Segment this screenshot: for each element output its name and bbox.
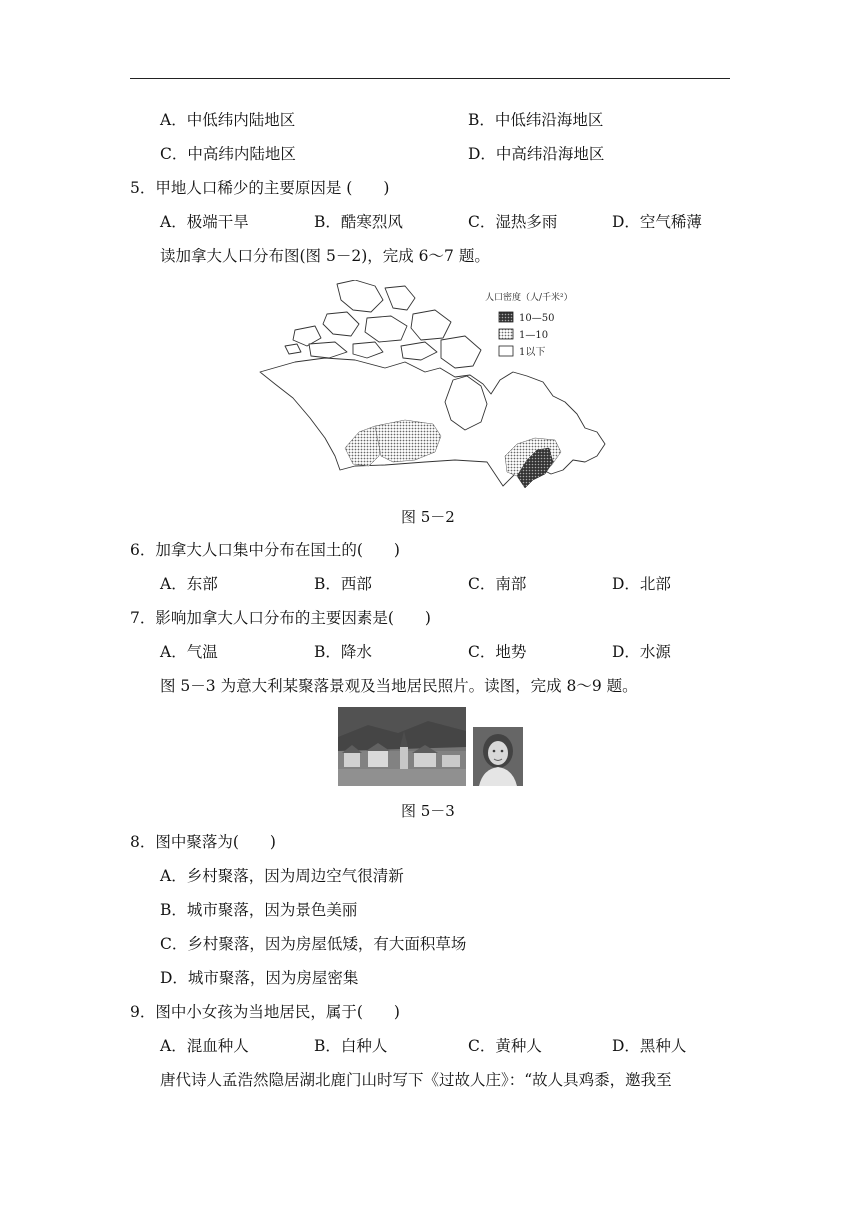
arctic-island xyxy=(323,312,359,336)
legend-label-below-1: 1以下 xyxy=(519,347,546,358)
q6-option-d: D．北部 xyxy=(612,575,671,593)
legend-swatch-1-10 xyxy=(499,329,513,339)
q9-option-c: C．黄种人 xyxy=(468,1037,542,1055)
header-rule xyxy=(130,78,730,79)
arctic-island xyxy=(353,342,383,358)
legend-label-1-10: 1—10 xyxy=(519,330,549,341)
q6-option-a: A．东部 xyxy=(160,575,218,593)
girl-portrait-photo xyxy=(473,727,523,786)
q8-stem: 8．图中聚落为( ) xyxy=(130,833,276,851)
q8-option-c: C．乡村聚落，因为房屋低矮，有大面积草场 xyxy=(160,935,467,953)
map-caption: 图 5－2 xyxy=(401,508,455,526)
baffin-island xyxy=(441,336,481,368)
poem-intro: 唐代诗人孟浩然隐居湖北鹿门山时写下《过故人庄》：“故人具鸡黍，邀我至 xyxy=(160,1071,672,1089)
q4-option-a: A．中低纬内陆地区 xyxy=(160,111,296,129)
arctic-island xyxy=(365,316,407,342)
intro-8-9: 图 5－3 为意大利某聚落景观及当地居民照片。读图，完成 8～9 题。 xyxy=(160,677,638,695)
canada-population-map xyxy=(255,280,615,492)
q9-option-b: B．白种人 xyxy=(314,1037,388,1055)
q4-option-b: B．中低纬沿海地区 xyxy=(468,111,604,129)
q9-option-d: D．黑种人 xyxy=(612,1037,687,1055)
q6-stem: 6．加拿大人口集中分布在国土的( ) xyxy=(130,541,400,559)
arctic-island xyxy=(385,286,415,310)
q7-option-a: A．气温 xyxy=(160,643,218,661)
legend-label-10-50: 10—50 xyxy=(519,313,555,324)
legend-title: 人口密度（人/千米²） xyxy=(485,293,573,303)
q8-option-b: B．城市聚落，因为景色美丽 xyxy=(160,901,358,919)
q6-option-c: C．南部 xyxy=(468,575,527,593)
q7-option-d: D．水源 xyxy=(612,643,671,661)
q5-option-b: B．酷寒烈风 xyxy=(314,213,403,231)
arctic-island xyxy=(285,344,301,354)
q5-option-d: D．空气稀薄 xyxy=(612,213,702,231)
q5-stem: 5．甲地人口稀少的主要原因是 ( ) xyxy=(130,179,390,197)
photo-caption: 图 5－3 xyxy=(401,802,455,820)
q5-option-c: C．湿热多雨 xyxy=(468,213,558,231)
settlement-landscape-photo xyxy=(338,707,466,786)
q7-option-c: C．地势 xyxy=(468,643,527,661)
arctic-island xyxy=(337,280,383,312)
q4-option-c: C．中高纬内陆地区 xyxy=(160,145,296,163)
q8-option-d: D．城市聚落，因为房屋密集 xyxy=(160,969,359,987)
q8-option-a: A．乡村聚落，因为周边空气很清新 xyxy=(160,867,404,885)
arctic-island xyxy=(411,310,451,340)
arctic-island xyxy=(309,342,347,358)
q5-option-a: A．极端干旱 xyxy=(160,213,249,231)
q7-stem: 7．影响加拿大人口分布的主要因素是( ) xyxy=(130,609,431,627)
q4-option-d: D．中高纬沿海地区 xyxy=(468,145,605,163)
legend-swatch-below-1 xyxy=(499,346,513,356)
canada-mainland xyxy=(260,358,605,486)
legend-swatch-10-50 xyxy=(499,312,513,322)
arctic-island xyxy=(401,342,437,360)
q9-stem: 9．图中小女孩为当地居民，属于( ) xyxy=(130,1003,400,1021)
q6-option-b: B．西部 xyxy=(314,575,372,593)
q7-option-b: B．降水 xyxy=(314,643,372,661)
intro-6-7: 读加拿大人口分布图(图 5－2)，完成 6～7 题。 xyxy=(160,247,490,265)
q9-option-a: A．混血种人 xyxy=(160,1037,249,1055)
